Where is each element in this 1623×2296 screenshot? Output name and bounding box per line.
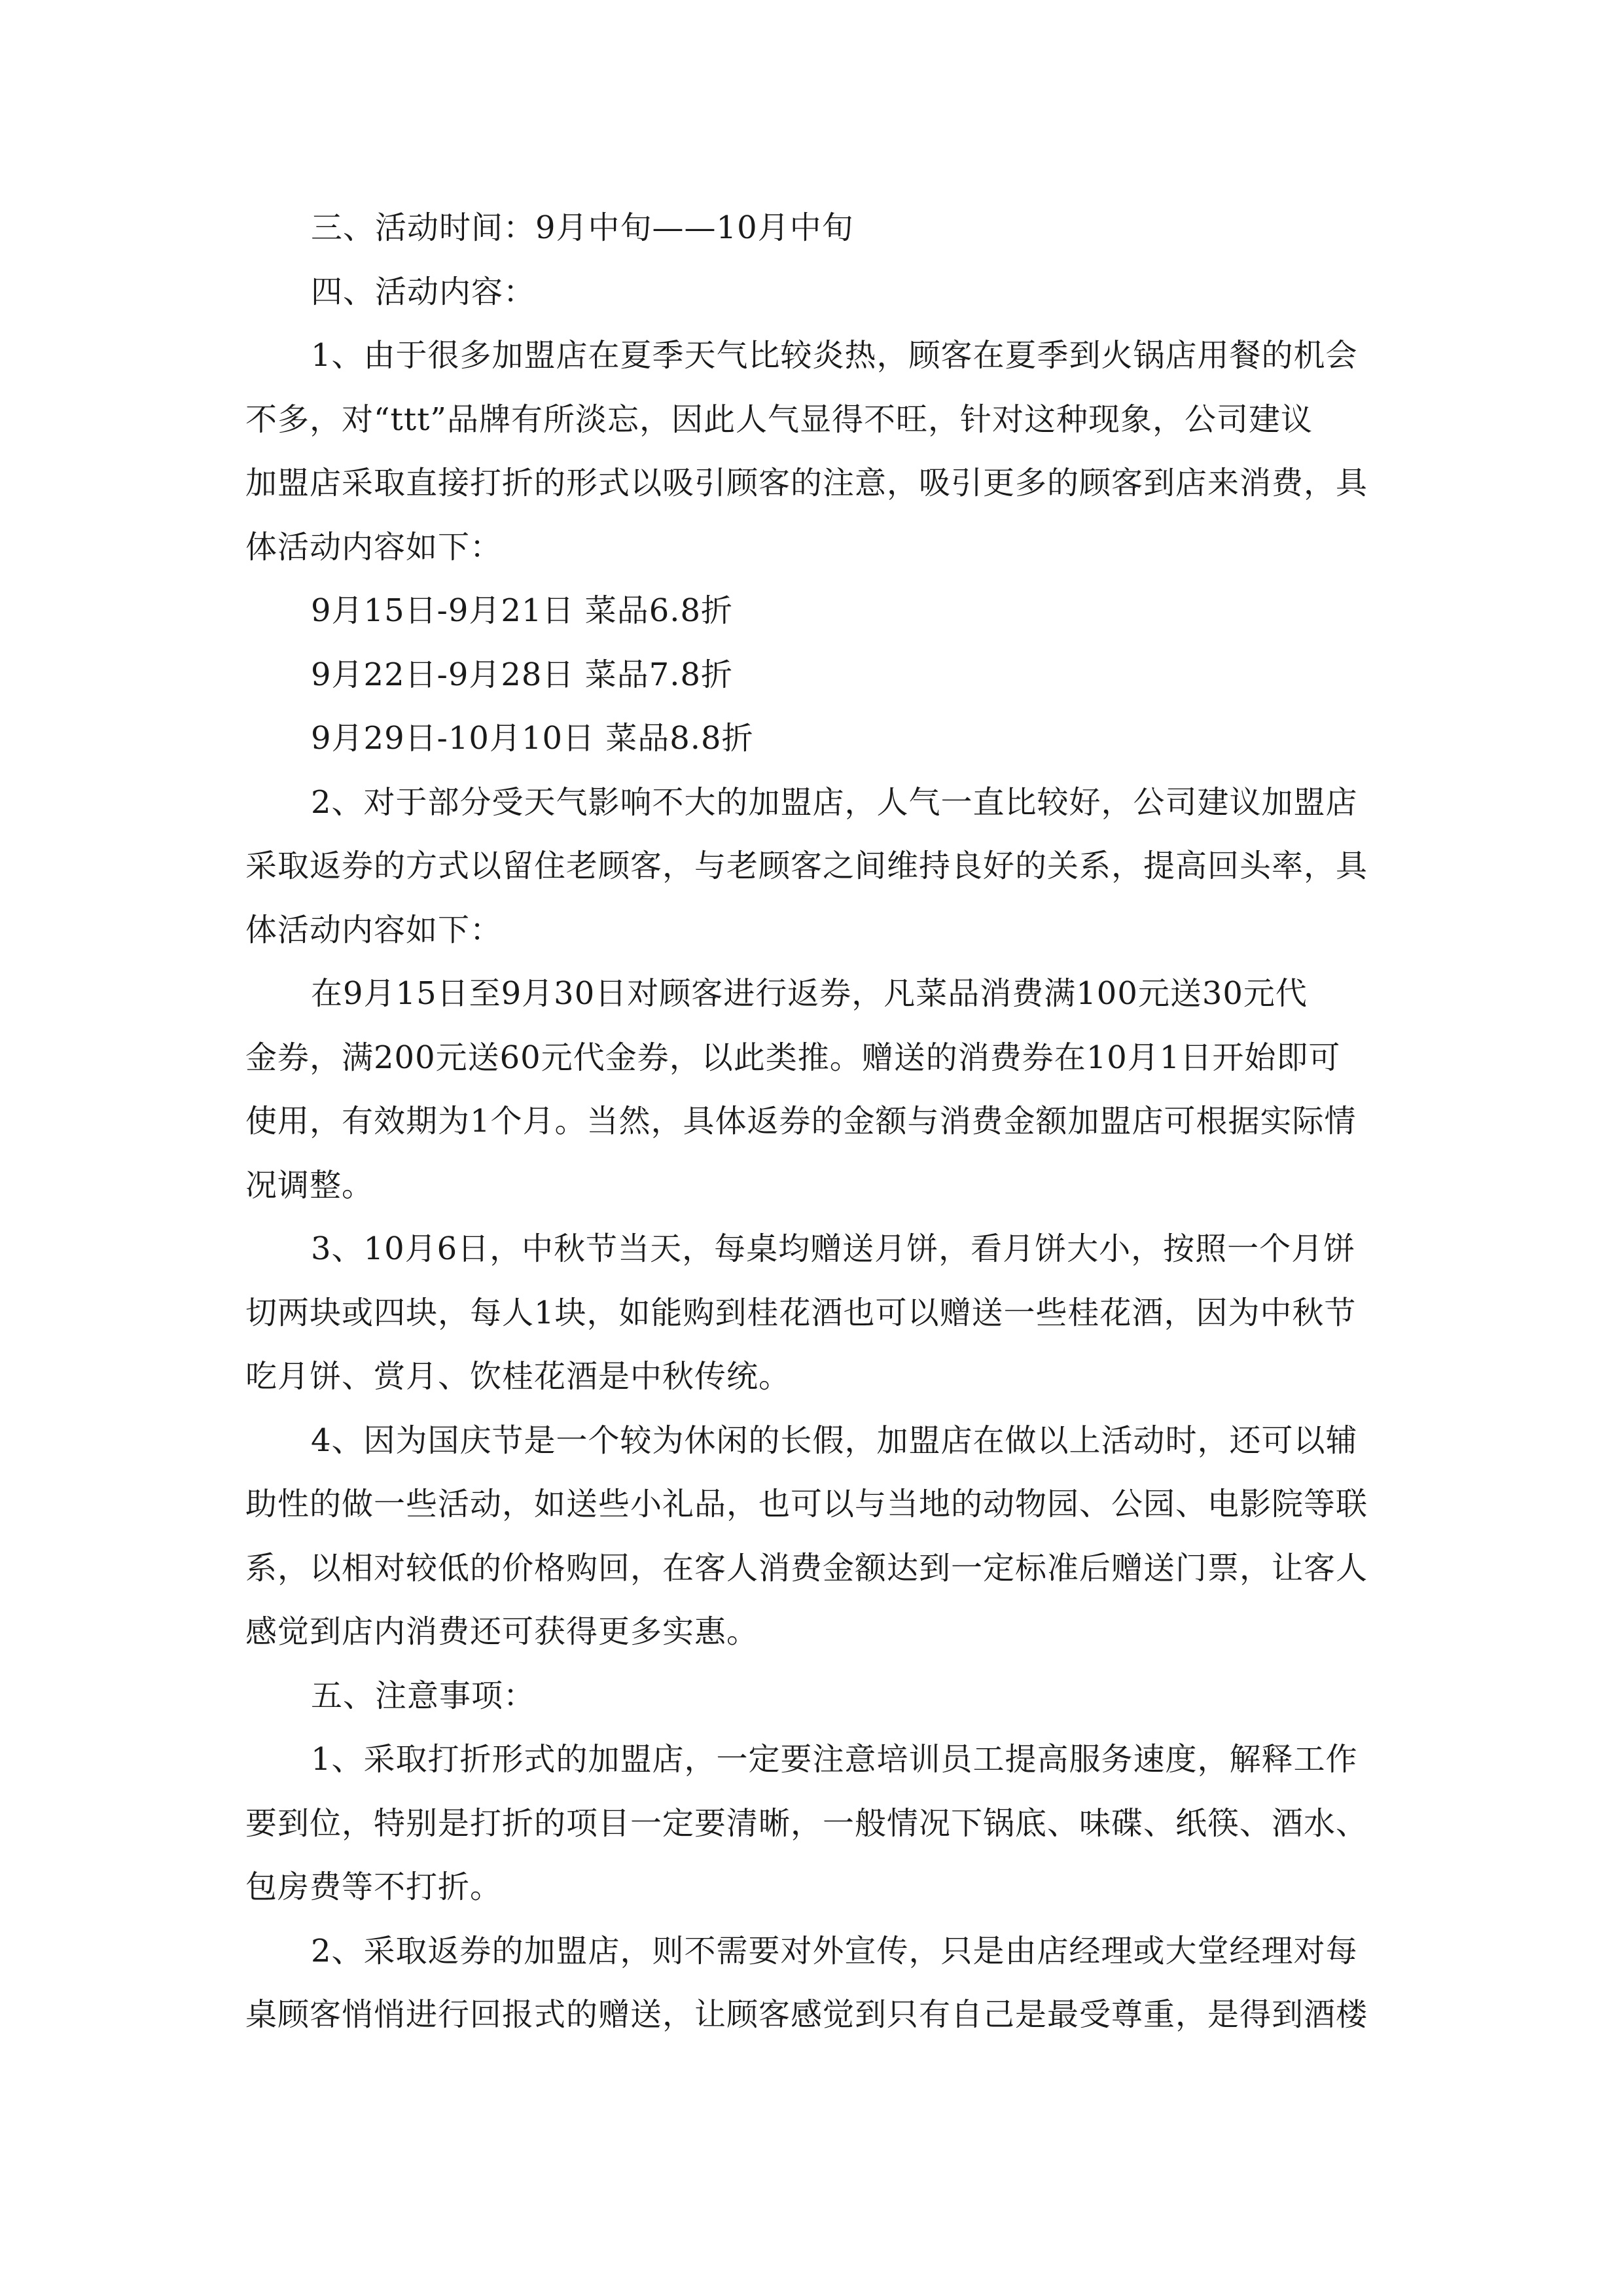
document-body <box>245 196 1378 2047</box>
section-5-item-2-line-1: 2、采取返券的加盟店，则不需要对外宣传，只是由店经理或大堂经理对每 <box>311 1932 1358 1969</box>
section-4-item-4-line-4: 感觉到店内消费还可获得更多实惠。 <box>245 1613 759 1650</box>
discount-schedule-row-1: 9月15日-9月21日 菜品6.8折 <box>311 592 734 629</box>
discount-schedule-row-2: 9月22日-9月28日 菜品7.8折 <box>311 656 734 693</box>
section-4-item-3-line-2: 切两块或四块，每人1块，如能购到桂花酒也可以赠送一些桂花酒，因为中秋节 <box>245 1294 1357 1331</box>
section-5-item-2-line-2: 桌顾客悄悄进行回报式的赠送，让顾客感觉到只有自己是最受尊重，是得到酒楼 <box>245 1996 1368 2033</box>
section-4-item-2-line-3: 体活动内容如下： <box>245 911 503 948</box>
section-4-item-3-line-1: 3、10月6日，中秋节当天，每桌均赠送月饼，看月饼大小，按照一个月饼 <box>311 1230 1356 1267</box>
section-5-heading: 五、注意事项： <box>311 1677 536 1714</box>
coupon-detail-line-2: 金券，满200元送60元代金券，以此类推。赠送的消费券在10月1日开始即可 <box>245 1039 1341 1076</box>
discount-schedule-row-3: 9月29日-10月10日 菜品8.8折 <box>311 720 754 757</box>
section-4-item-1-line-2: 不多，对“ttt”品牌有所淡忘，因此人气显得不旺，针对这种现象，公司建议 <box>245 401 1313 438</box>
section-4-item-1-line-4: 体活动内容如下： <box>245 528 503 565</box>
section-4-item-1-line-1: 1、由于很多加盟店在夏季天气比较炎热，顾客在夏季到火锅店用餐的机会 <box>311 337 1358 374</box>
section-4-item-4-line-3: 系，以相对较低的价格购回，在客人消费金额达到一定标准后赠送门票，让客人 <box>245 1549 1368 1587</box>
section-3-activity-time: 三、活动时间：9月中旬——10月中旬 <box>311 209 854 246</box>
section-4-item-3-line-3: 吃月饼、赏月、饮桂花酒是中秋传统。 <box>245 1358 791 1395</box>
section-4-item-2-line-1: 2、对于部分受天气影响不大的加盟店，人气一直比较好，公司建议加盟店 <box>311 783 1358 821</box>
section-4-item-4-line-1: 4、因为国庆节是一个较为休闲的长假，加盟店在做以上活动时，还可以辅 <box>311 1422 1358 1459</box>
section-5-item-1-line-1: 1、采取打折形式的加盟店，一定要注意培训员工提高服务速度，解释工作 <box>311 1741 1358 1778</box>
section-4-item-1-line-3: 加盟店采取直接打折的形式以吸引顾客的注意，吸引更多的顾客到店来消费，具 <box>245 465 1368 501</box>
section-4-heading: 四、活动内容： <box>311 273 536 310</box>
coupon-detail-line-4: 况调整。 <box>245 1166 374 1204</box>
section-4-item-2-line-2: 采取返券的方式以留住老顾客，与老顾客之间维持良好的关系，提高回头率，具 <box>245 848 1368 884</box>
coupon-detail-line-1: 在9月15日至9月30日对顾客进行返券，凡菜品消费满100元送30元代 <box>311 975 1308 1012</box>
coupon-detail-line-3: 使用，有效期为1个月。当然，具体返券的金额与消费金额加盟店可根据实际情 <box>245 1103 1357 1139</box>
section-4-item-4-line-2: 助性的做一些活动，如送些小礼品，也可以与当地的动物园、公园、电影院等联 <box>245 1486 1368 1522</box>
section-5-item-1-line-3: 包房费等不打折。 <box>245 1869 503 1905</box>
section-5-item-1-line-2: 要到位，特别是打折的项目一定要清晰，一般情况下锅底、味碟、纸筷、酒水、 <box>245 1804 1368 1842</box>
